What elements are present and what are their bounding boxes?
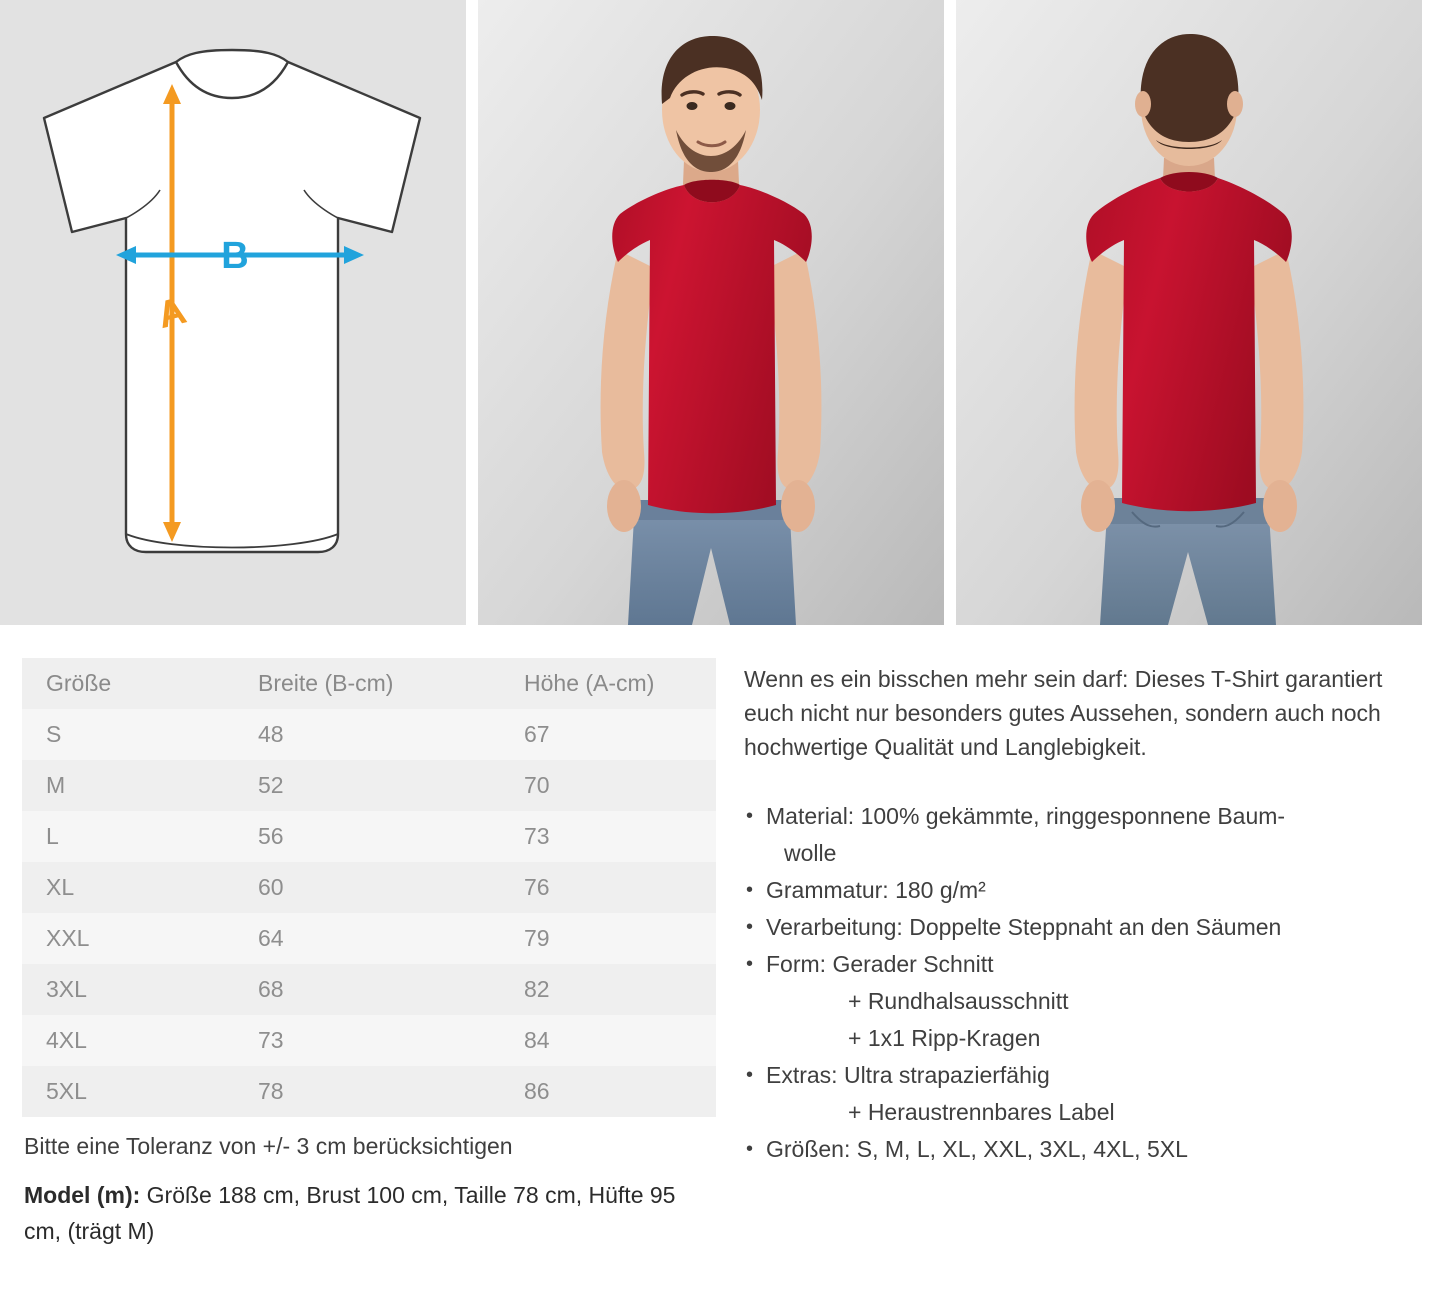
cell-height: 73 bbox=[524, 823, 550, 849]
cell-width: 60 bbox=[258, 874, 284, 900]
feature-sub: + 1x1 Ripp-Kragen bbox=[848, 1025, 1041, 1051]
table-header-row bbox=[22, 658, 716, 709]
cell-size: XL bbox=[46, 874, 75, 900]
diagram-label-a: A bbox=[153, 289, 191, 338]
header-height: Höhe (A-cm) bbox=[524, 670, 655, 696]
cell-height: 86 bbox=[524, 1078, 550, 1104]
cell-size: 5XL bbox=[46, 1078, 87, 1104]
cell-height: 76 bbox=[524, 874, 550, 900]
model-front-panel bbox=[478, 0, 944, 625]
cell-size: XXL bbox=[46, 925, 90, 951]
model-back-panel bbox=[956, 0, 1422, 625]
cell-size: S bbox=[46, 721, 62, 747]
feature-list bbox=[744, 798, 1421, 1168]
model-values: Größe 188 cm, Brust 100 cm, Taille 78 cm, Hüfte 95 cm, (trägt M) bbox=[24, 1182, 676, 1244]
feature-sub: + Heraustrennbares Label bbox=[848, 1099, 1115, 1125]
tolerance-note: Bitte eine Toleranz von +/- 3 cm berücksichtigen bbox=[24, 1133, 513, 1159]
list-item bbox=[744, 1057, 1421, 1131]
list-item bbox=[744, 872, 1421, 909]
table-row bbox=[22, 1015, 716, 1066]
feature-text: Material: 100% gekämmte, ringgesponnene Baum- bbox=[766, 803, 1286, 829]
cell-width: 64 bbox=[258, 925, 284, 951]
table-row bbox=[22, 709, 716, 760]
model-label: Model (m): bbox=[24, 1182, 141, 1208]
product-image-row bbox=[0, 0, 1435, 625]
cell-size: L bbox=[46, 823, 59, 849]
cell-height: 67 bbox=[524, 721, 550, 747]
feature-text: Grammatur: 180 g/m² bbox=[766, 877, 986, 903]
cell-size: 3XL bbox=[46, 976, 87, 1002]
product-intro: Wenn es ein bisschen mehr sein darf: Dieses T-Shirt garantiert euch nicht nur besonders gutes Aussehen, sondern auch noch hochwertige Qualität und Langlebigkeit. bbox=[744, 666, 1383, 760]
cell-size: 4XL bbox=[46, 1027, 87, 1053]
list-item bbox=[744, 909, 1421, 946]
cell-width: 68 bbox=[258, 976, 284, 1002]
header-width: Breite (B-cm) bbox=[258, 670, 394, 696]
cell-width: 73 bbox=[258, 1027, 284, 1053]
tshirt-outline-icon bbox=[0, 0, 466, 625]
cell-height: 82 bbox=[524, 976, 550, 1002]
cell-width: 56 bbox=[258, 823, 284, 849]
table-row bbox=[22, 760, 716, 811]
measurement-diagram-panel bbox=[0, 0, 466, 625]
diagram-label-b: B bbox=[221, 235, 249, 277]
feature-text: Form: Gerader Schnitt bbox=[766, 951, 994, 977]
cell-size: M bbox=[46, 772, 66, 798]
list-item bbox=[744, 798, 1421, 872]
cell-width: 48 bbox=[258, 721, 284, 747]
table-row bbox=[22, 913, 716, 964]
size-table-column bbox=[0, 658, 716, 1249]
table-row bbox=[22, 811, 716, 862]
table-row bbox=[22, 1066, 716, 1117]
feature-text-wrap: wolle bbox=[784, 840, 837, 866]
cell-height: 70 bbox=[524, 772, 550, 798]
size-table bbox=[22, 658, 716, 1117]
cell-width: 78 bbox=[258, 1078, 284, 1104]
model-measurements bbox=[22, 1177, 716, 1249]
feature-text: Verarbeitung: Doppelte Steppnaht an den Säumen bbox=[766, 914, 1282, 940]
header-size: Größe bbox=[46, 670, 112, 696]
model-back-photo bbox=[956, 0, 1422, 625]
table-row bbox=[22, 964, 716, 1015]
model-front-photo bbox=[478, 0, 944, 625]
feature-text: Größen: S, M, L, XL, XXL, 3XL, 4XL, 5XL bbox=[766, 1136, 1188, 1162]
cell-width: 52 bbox=[258, 772, 284, 798]
list-item bbox=[744, 946, 1421, 1057]
list-item bbox=[744, 1131, 1421, 1168]
description-column bbox=[716, 658, 1435, 1249]
feature-sub: + Rundhalsausschnitt bbox=[848, 988, 1069, 1014]
table-row bbox=[22, 862, 716, 913]
cell-height: 84 bbox=[524, 1027, 550, 1053]
cell-height: 79 bbox=[524, 925, 550, 951]
details-section bbox=[0, 658, 1435, 1249]
feature-text: Extras: Ultra strapazierfähig bbox=[766, 1062, 1050, 1088]
